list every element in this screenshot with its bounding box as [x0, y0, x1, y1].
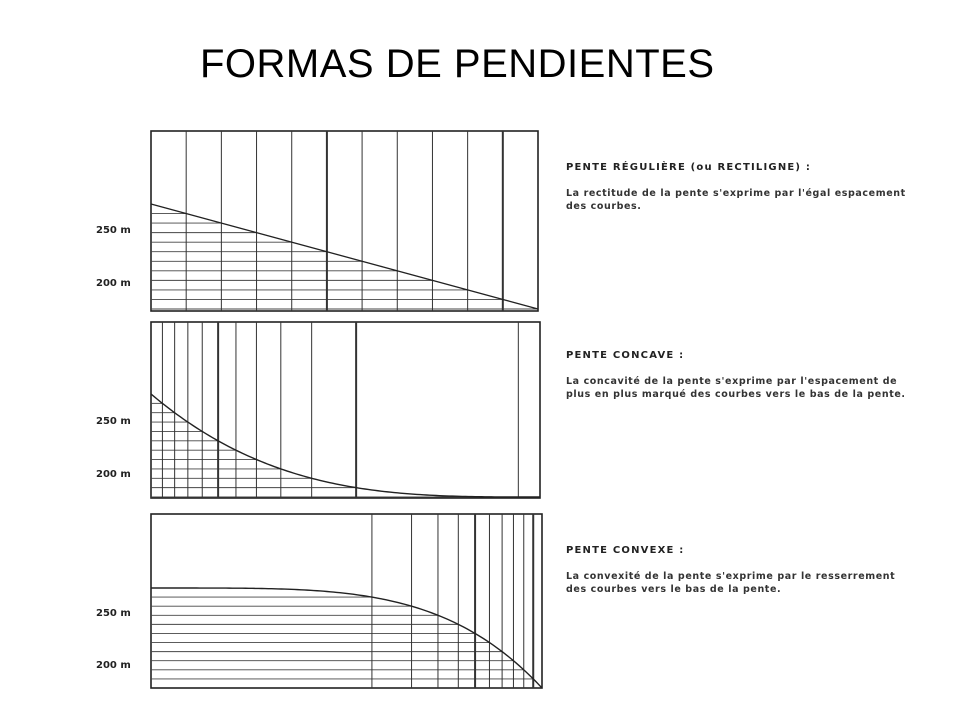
slope-profile-curve: [151, 204, 538, 309]
elevation-label-250: 250 m: [96, 608, 131, 619]
panel-concave-heading: PENTE CONCAVE :: [566, 350, 685, 361]
panel-frame: [151, 322, 540, 498]
panel-rectilinear-slope: [96, 131, 538, 311]
panel-concave-slope: [96, 322, 540, 498]
panel-rectilinear-heading: PENTE RÉGULIÈRE (ou RECTILIGNE) :: [566, 162, 812, 173]
panel-rectilinear-text: [566, 162, 911, 213]
panel-convex-slope: [96, 514, 542, 688]
panel-convex-text: [566, 545, 911, 596]
elevation-label-200: 200 m: [96, 660, 131, 671]
slope-profile-curve: [151, 394, 540, 497]
elevation-label-250: 250 m: [96, 225, 131, 236]
panel-frame: [151, 131, 538, 311]
panel-concave-text: [566, 350, 911, 401]
panel-frame: [151, 514, 542, 688]
panel-concave-description: La concavité de la pente s'exprime par l'espacement de plus en plus marqué des courbes vers le bas de la pente.: [566, 376, 906, 400]
panel-rectilinear-description: La rectitude de la pente s'exprime par l'égal espacement des courbes.: [566, 188, 906, 212]
elevation-label-200: 200 m: [96, 278, 131, 289]
panel-convex-description: La convexité de la pente s'exprime par le resserrement des courbes vers le bas de la pente.: [566, 571, 896, 595]
slide-title: FORMAS DE PENDIENTES: [200, 42, 715, 86]
elevation-label-250: 250 m: [96, 416, 131, 427]
elevation-label-200: 200 m: [96, 469, 131, 480]
panel-convex-heading: PENTE CONVEXE :: [566, 545, 685, 556]
slope-profile-curve: [151, 588, 542, 688]
